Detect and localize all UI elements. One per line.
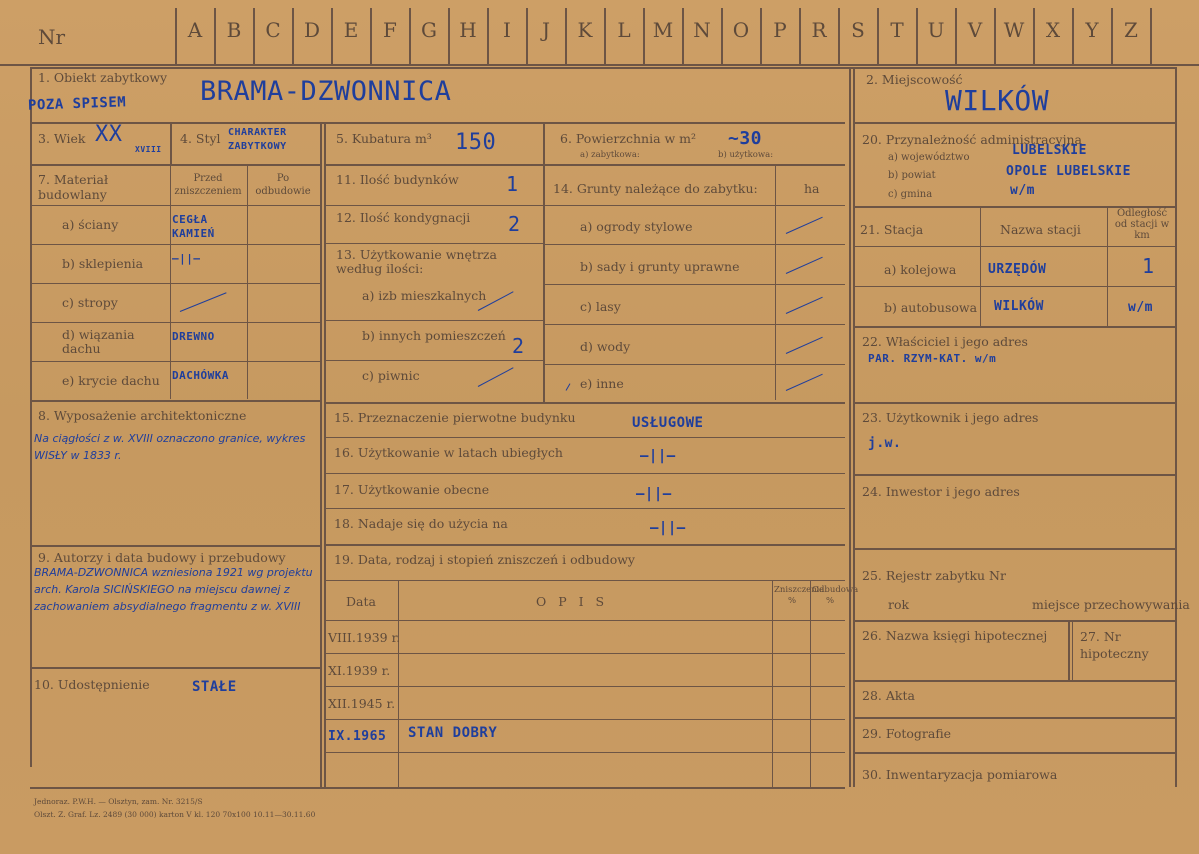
index-letter: H bbox=[459, 18, 477, 42]
dash-mark bbox=[786, 337, 823, 354]
index-letter: W bbox=[1003, 18, 1025, 42]
dash-mark bbox=[180, 292, 227, 312]
field-27-label: 27. Nr hipoteczny bbox=[1080, 629, 1149, 661]
field-21-col-name: Nazwa stacji bbox=[1000, 222, 1081, 237]
field-20-c-value: w/m bbox=[1010, 183, 1035, 198]
field-1-label: 1. Obiekt zabytkowy bbox=[38, 70, 168, 85]
index-letter: Y bbox=[1085, 18, 1099, 42]
field-20-b: b) powiat bbox=[888, 170, 936, 181]
index-letter: D bbox=[303, 18, 321, 42]
field-5-value: 150 bbox=[455, 130, 497, 155]
index-letter: C bbox=[265, 18, 281, 42]
nr-label: Nr bbox=[38, 25, 66, 49]
field-7-label: 7. Materiał budowlany bbox=[38, 172, 109, 202]
field-17-label: 17. Użytkowanie obecne bbox=[334, 482, 490, 497]
index-letter: V bbox=[967, 18, 983, 42]
field-15-label: 15. Przeznaczenie pierwotne budynku bbox=[334, 410, 576, 425]
index-letter: B bbox=[226, 18, 242, 42]
field-21-a-name: URZĘDÓW bbox=[988, 262, 1047, 277]
interior-use-row-label: c) piwnic bbox=[362, 368, 420, 383]
field-25-miejsce: miejsce przechowywania bbox=[1032, 597, 1190, 612]
field-26-label: 26. Nazwa księgi hipotecznej bbox=[862, 628, 1048, 643]
field-12-label: 12. Ilość kondygnacji bbox=[336, 210, 471, 225]
field-16-value: —||— bbox=[640, 448, 676, 464]
field-1-value: BRAMA-DZWONNICA bbox=[200, 76, 452, 107]
field-10-label: 10. Udostępnienie bbox=[34, 677, 150, 692]
field-13-label: 13. Użytkowanie wnętrza według ilości: bbox=[336, 247, 497, 276]
field-3-value: XX bbox=[95, 122, 123, 147]
dash-mark bbox=[478, 367, 514, 387]
field-4-value: CHARAKTER ZABYTKOWY bbox=[228, 127, 287, 152]
field-8-label: 8. Wyposażenie architektoniczne bbox=[38, 408, 247, 423]
land-row-label: b) sady i grunty uprawne bbox=[580, 259, 740, 274]
land-row-label: d) wody bbox=[580, 339, 631, 354]
field-28-label: 28. Akta bbox=[862, 688, 915, 703]
field-21-b-name: WILKÓW bbox=[994, 299, 1044, 314]
index-letter: F bbox=[383, 18, 397, 42]
field-17-value: —||— bbox=[636, 486, 672, 502]
field-6-label: 6. Powierzchnia w m² bbox=[560, 131, 697, 146]
field-2-value: WILKÓW bbox=[945, 84, 1050, 117]
field-25-label: 25. Rejestr zabytku Nr bbox=[862, 568, 1006, 583]
index-letter: S bbox=[851, 18, 865, 42]
material-row-label: d) wiązania dachu bbox=[62, 327, 135, 356]
field-21-col-dist: Odległość od stacji w km bbox=[1114, 208, 1170, 241]
damage-row-date: XI.1939 r. bbox=[328, 663, 391, 678]
field-3-label: 3. Wiek bbox=[38, 131, 86, 146]
material-row-label: b) sklepienia bbox=[62, 256, 144, 271]
index-letter: X bbox=[1045, 18, 1061, 42]
field-7-col1: Przed zniszczeniem bbox=[174, 173, 242, 197]
land-row-label: c) lasy bbox=[580, 299, 621, 314]
interior-use-row-value: 2 bbox=[512, 334, 525, 358]
field-21-label: 21. Stacja bbox=[860, 222, 924, 237]
field-21-a: a) kolejowa bbox=[884, 262, 957, 277]
footer-line-1: Jednoraz. P.W.H. — Olsztyn, zam. Nr. 3215/S bbox=[34, 797, 203, 806]
field-10-value: STAŁE bbox=[192, 679, 237, 695]
field-20-label: 20. Przynależność administracyjna bbox=[862, 132, 1082, 147]
field-20-b-value: OPOLE LUBELSKIE bbox=[1006, 164, 1131, 179]
field-14-unit: ha bbox=[804, 181, 820, 196]
field-23-label: 23. Użytkownik i jego adres bbox=[862, 410, 1039, 425]
dash-mark bbox=[566, 383, 571, 390]
dash-mark bbox=[786, 217, 823, 234]
field-2-label: 2. Miejscowość bbox=[866, 72, 963, 87]
material-row-value: DACHÓWKA bbox=[172, 369, 229, 382]
field-23-value: j.w. bbox=[868, 436, 902, 451]
dash-mark bbox=[786, 257, 823, 274]
index-letter: Z bbox=[1124, 18, 1138, 42]
index-letter: R bbox=[811, 18, 827, 42]
index-letter: K bbox=[577, 18, 593, 42]
field-11-value: 1 bbox=[506, 172, 519, 196]
material-row-label: c) stropy bbox=[62, 295, 118, 310]
damage-row-description: STAN DOBRY bbox=[408, 725, 498, 741]
index-letter: N bbox=[693, 18, 711, 42]
index-letter: O bbox=[732, 18, 750, 42]
field-14-label: 14. Grunty należące do zabytku: bbox=[553, 181, 758, 196]
field-21-a-dist: 1 bbox=[1142, 254, 1155, 278]
field-18-label: 18. Nadaje się do użycia na bbox=[334, 516, 508, 531]
field-19-col-date: Data bbox=[346, 594, 376, 609]
field-21-b-dist: w/m bbox=[1128, 300, 1153, 315]
index-letter: L bbox=[617, 18, 631, 42]
material-row-label: a) ściany bbox=[62, 217, 119, 232]
index-letter: J bbox=[541, 18, 551, 42]
field-30-label: 30. Inwentaryzacja pomiarowa bbox=[862, 767, 1058, 782]
field-6-sub-a: a) zabytkowa: bbox=[580, 150, 640, 160]
field-3-value2: XVIII bbox=[135, 145, 162, 154]
field-20-c: c) gmina bbox=[888, 189, 933, 200]
field-11-label: 11. Ilość budynków bbox=[336, 172, 459, 187]
field-22-label: 22. Właściciel i jego adres bbox=[862, 334, 1028, 349]
field-20-a-value: LUBELSKIE bbox=[1012, 143, 1087, 158]
field-15-value: USŁUGOWE bbox=[632, 415, 704, 431]
material-row-value: —||— bbox=[172, 252, 201, 265]
index-letter: T bbox=[890, 18, 904, 42]
interior-use-row-label: b) innych pomieszczeń bbox=[362, 328, 506, 343]
dash-mark bbox=[786, 297, 823, 314]
field-20-a: a) województwo bbox=[888, 152, 970, 163]
field-5-label: 5. Kubatura m³ bbox=[336, 131, 432, 146]
field-19-col-zn: Zniszczenia % bbox=[774, 585, 825, 606]
index-letter: A bbox=[187, 18, 203, 42]
damage-row-date: IX.1965 bbox=[328, 729, 387, 744]
field-19-col-opis: O P I S bbox=[536, 594, 609, 609]
field-9-value: BRAMA-DZWONNICA wzniesiona 1921 wg projektu arch. Karola SICIŃSKIEGO na miejscu dawnej z zachowaniem absydialnego fragmentu z w. XVIII bbox=[34, 566, 313, 613]
damage-row-date: XII.1945 r. bbox=[328, 696, 396, 711]
dash-mark bbox=[786, 374, 823, 391]
field-21-b: b) autobusowa bbox=[884, 300, 978, 315]
field-4-label: 4. Styl bbox=[180, 131, 221, 146]
index-letter: M bbox=[652, 18, 674, 42]
field-7-col2: Po odbudowie bbox=[255, 173, 311, 197]
material-row-label: e) krycie dachu bbox=[62, 373, 160, 388]
field-25-rok: rok bbox=[888, 597, 910, 612]
footer-line-2: Olszt. Z. Graf. Lz. 2489 (30 000) karton V kl. 120 70x100 10.11—30.11.60 bbox=[34, 810, 316, 819]
field-24-label: 24. Inwestor i jego adres bbox=[862, 484, 1020, 499]
interior-use-row-label: a) izb mieszkalnych bbox=[362, 288, 487, 303]
land-row-label: e) inne bbox=[580, 376, 624, 391]
field-9-label: 9. Autorzy i data budowy i przebudowy bbox=[38, 550, 286, 565]
index-letter: E bbox=[343, 18, 359, 42]
field-16-label: 16. Użytkowanie w latach ubiegłych bbox=[334, 445, 563, 460]
field-19-label: 19. Data, rodzaj i stopień zniszczeń i odbudowy bbox=[334, 552, 635, 567]
index-letter: P bbox=[773, 18, 787, 42]
material-row-value: CEGŁA KAMIEŃ bbox=[172, 213, 215, 240]
field-29-label: 29. Fotografie bbox=[862, 726, 952, 741]
damage-row-date: VIII.1939 r. bbox=[328, 630, 401, 645]
field-19-col-od: Odbudowa % bbox=[812, 585, 859, 606]
field-22-value: PAR. RZYM-KAT. w/m bbox=[868, 352, 997, 365]
index-letter: I bbox=[503, 18, 511, 42]
land-row-label: a) ogrody stylowe bbox=[580, 219, 693, 234]
field-6-sub-b: b) użytkowa: bbox=[718, 150, 774, 160]
field-18-value: —||— bbox=[650, 520, 686, 536]
field-8-value: Na ciągłości z w. XVIII oznaczono granice, wykres WISŁY w 1833 r. bbox=[34, 432, 306, 462]
field-6-value: ~30 bbox=[728, 128, 763, 149]
field-1-note: POZA SPISEM bbox=[27, 94, 127, 114]
index-letter: G bbox=[421, 18, 437, 42]
field-12-value: 2 bbox=[508, 212, 521, 236]
index-letter: U bbox=[927, 18, 945, 42]
material-row-value: DREWNO bbox=[172, 330, 215, 343]
